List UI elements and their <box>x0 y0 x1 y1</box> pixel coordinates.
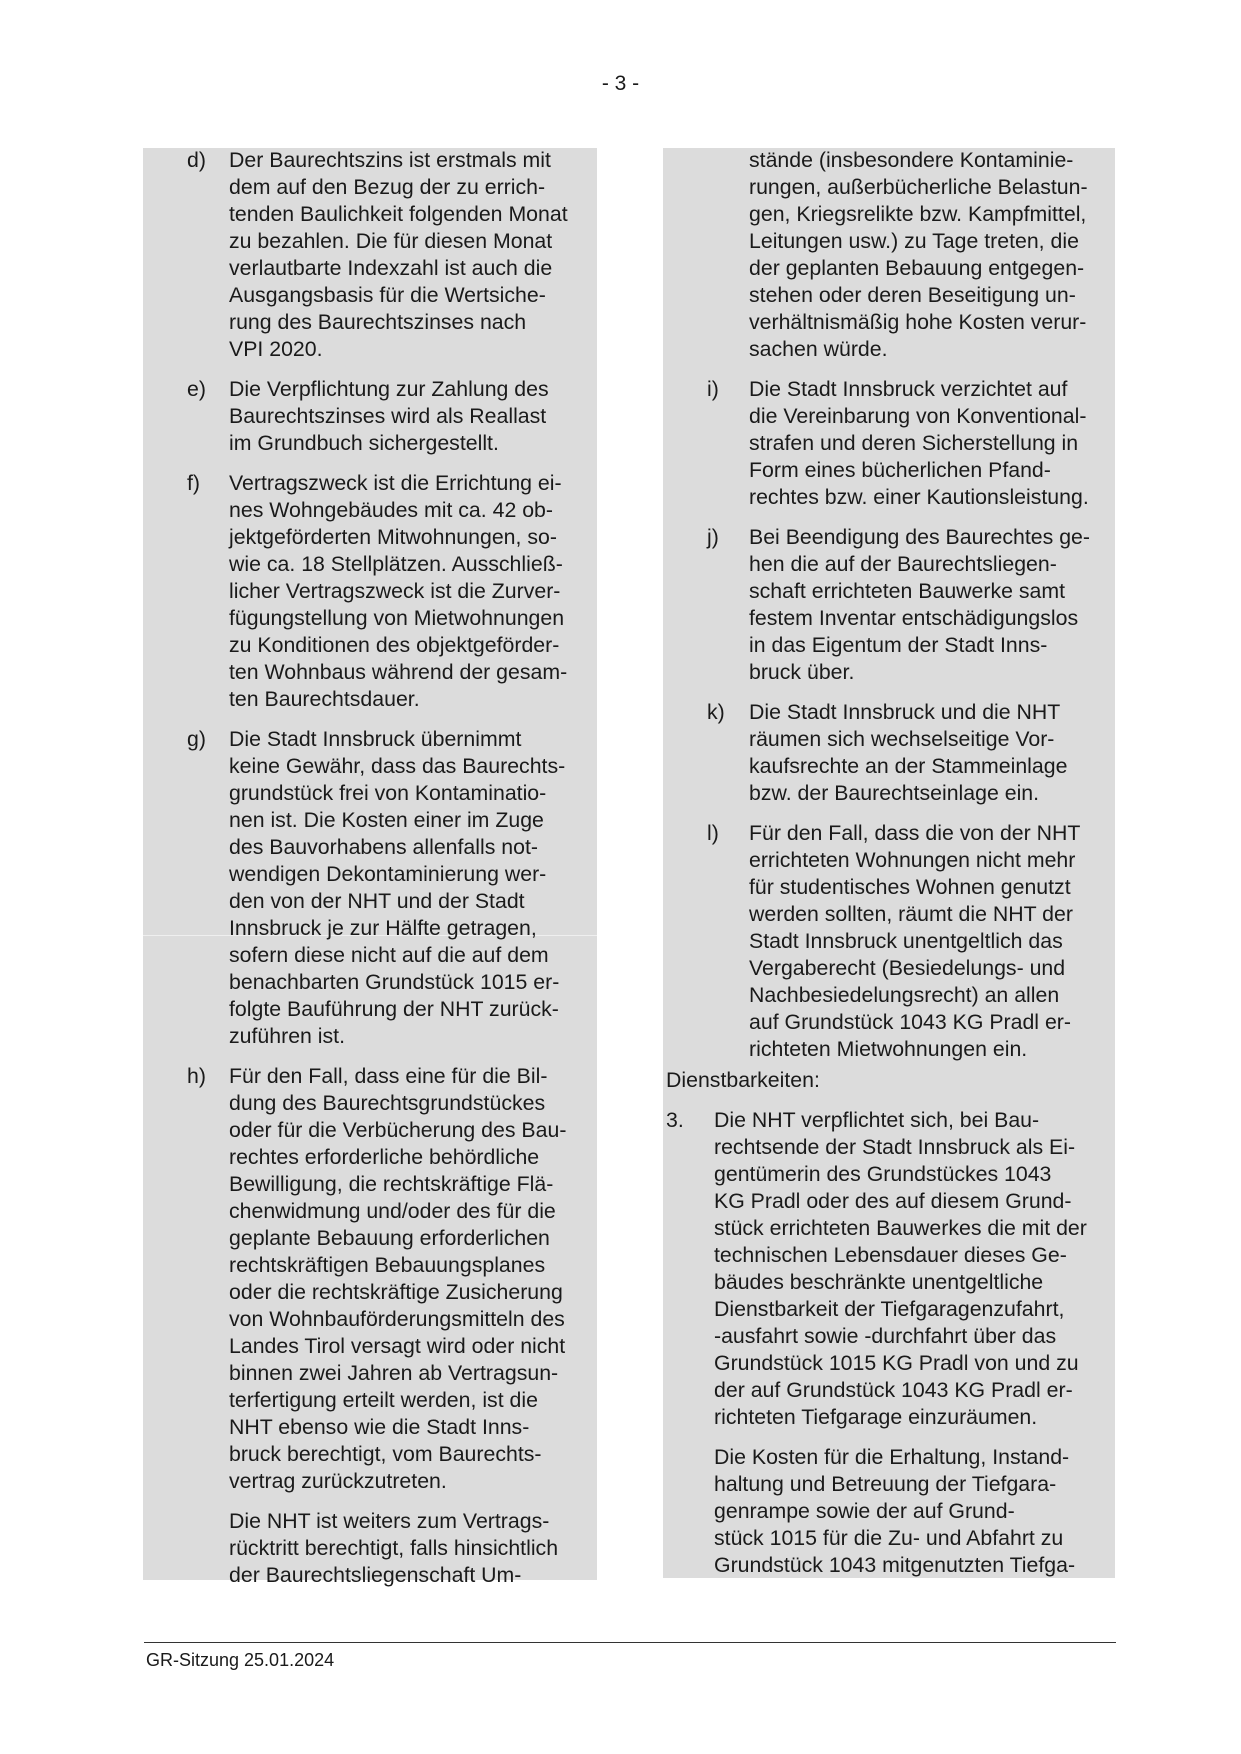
left-item-line: terfertigung erteilt werden, ist die <box>229 1388 538 1412</box>
right-item-label: l) <box>707 821 719 845</box>
left-item-line: zu bezahlen. Die für diesen Monat <box>229 229 553 253</box>
left-item-line: rücktritt berechtigt, falls hinsichtlich <box>229 1536 559 1560</box>
right-item-label: k) <box>707 700 725 724</box>
left-item-line: Die NHT ist weiters zum Vertrags- <box>229 1509 550 1533</box>
left-item-line: rechtskräftigen Bebauungsplanes <box>229 1253 546 1277</box>
left-item-line: licher Vertragszweck ist die Zurver- <box>229 579 561 603</box>
left-item-line: Die Stadt Innsbruck übernimmt <box>229 727 522 751</box>
left-item-line: sofern diese nicht auf die auf dem <box>229 943 549 967</box>
left-item-line: von Wohnbauförderungsmitteln des <box>229 1307 565 1331</box>
right-item-line: der geplanten Bebauung entgegen- <box>749 256 1085 280</box>
left-item-line: rung des Baurechtszinses nach <box>229 310 527 334</box>
left-item-line: zu Konditionen des objektgeförder- <box>229 633 560 657</box>
right-item-line: verhältnismäßig hohe Kosten verur- <box>749 310 1087 334</box>
item-3-cont-line: genrampe sowie der auf Grund- <box>714 1499 1015 1523</box>
left-item-line: dung des Baurechtsgrundstückes <box>229 1091 546 1115</box>
left-item-label: d) <box>187 148 206 172</box>
right-item-line: hen die auf der Baurechtsliegen- <box>749 552 1057 576</box>
footer-text: GR-Sitzung 25.01.2024 <box>146 1650 335 1670</box>
left-item-line: grundstück frei von Kontaminatio- <box>229 781 547 805</box>
item-3-cont-line: haltung und Betreuung der Tiefgara- <box>714 1472 1057 1496</box>
left-item-line: verlautbarte Indexzahl ist auch die <box>229 256 553 280</box>
right-item-line: errichteten Wohnungen nicht mehr <box>749 848 1076 872</box>
left-item-line: Vertragszweck ist die Errichtung ei- <box>229 471 562 495</box>
left-item-line: dem auf den Bezug der zu errich- <box>229 175 546 199</box>
left-item-line: Landes Tirol versagt wird oder nicht <box>229 1334 566 1358</box>
left-item-line: oder für die Verbücherung des Bau- <box>229 1118 567 1142</box>
item-3-line: Dienstbarkeit der Tiefgaragenzufahrt, <box>714 1297 1065 1321</box>
right-item-line: schaft errichteten Bauwerke samt <box>749 579 1066 603</box>
item-3-cont-line: stück 1015 für die Zu- und Abfahrt zu <box>714 1526 1064 1550</box>
left-item-line: der Baurechtsliegenschaft Um- <box>229 1563 522 1587</box>
item-3-line: Die NHT verpflichtet sich, bei Bau- <box>714 1108 1040 1132</box>
left-item-line: chenwidmung und/oder des für die <box>229 1199 556 1223</box>
item-3-line: technischen Lebensdauer dieses Ge- <box>714 1243 1067 1267</box>
left-item-label: g) <box>187 727 206 751</box>
item-3-line: Grundstück 1015 KG Pradl von und zu <box>714 1351 1079 1375</box>
right-item-line: gen, Kriegsrelikte bzw. Kampfmittel, <box>749 202 1087 226</box>
right-item-label: j) <box>707 525 719 549</box>
right-item-line: Die Stadt Innsbruck verzichtet auf <box>749 377 1068 401</box>
right-item-line: Stadt Innsbruck unentgeltlich das <box>749 929 1063 953</box>
right-item-line: festem Inventar entschädigungslos <box>749 606 1079 630</box>
left-item-line: NHT ebenso wie die Stadt Inns- <box>229 1415 530 1439</box>
right-item-line: Vergaberecht (Besiedelungs- und <box>749 956 1066 980</box>
item-3-line: bäudes beschränkte unentgeltliche <box>714 1270 1044 1294</box>
left-item-line: den von der NHT und der Stadt <box>229 889 525 913</box>
left-item-line: binnen zwei Jahren ab Vertragsun- <box>229 1361 559 1385</box>
right-item-line: Für den Fall, dass die von der NHT <box>749 821 1081 845</box>
right-item-label: i) <box>707 377 719 401</box>
item-3-cont-line: Die Kosten für die Erhaltung, Instand- <box>714 1445 1070 1469</box>
right-item-line: in das Eigentum der Stadt Inns- <box>749 633 1048 657</box>
left-item-line: VPI 2020. <box>229 337 323 361</box>
left-item-line: ten Baurechtsdauer. <box>229 687 420 711</box>
left-item-line: im Grundbuch sichergestellt. <box>229 431 499 455</box>
right-item-line: rechtes bzw. einer Kautionsleistung. <box>749 485 1089 509</box>
item-3-label: 3. <box>666 1108 684 1132</box>
item-3-line: gentümerin des Grundstückes 1043 <box>714 1162 1052 1186</box>
right-item-line: für studentisches Wohnen genutzt <box>749 875 1071 899</box>
left-item-line: nen ist. Die Kosten einer im Zuge <box>229 808 544 832</box>
right-item-line: werden sollten, räumt die NHT der <box>749 902 1073 926</box>
right-item-line: räumen sich wechselseitige Vor- <box>749 727 1055 751</box>
item-3-cont-line: Grundstück 1043 mitgenutzten Tiefga- <box>714 1553 1076 1577</box>
left-item-label: f) <box>187 471 201 495</box>
right-item-line: Leitungen usw.) zu Tage treten, die <box>749 229 1079 253</box>
section-heading: Dienstbarkeiten: <box>666 1068 820 1092</box>
right-item-line: rungen, außerbücherliche Belastun- <box>749 175 1088 199</box>
left-item-line: vertrag zurückzutreten. <box>229 1469 447 1493</box>
right-item-line: Form eines bücherlichen Pfand- <box>749 458 1051 482</box>
right-item-line: Die Stadt Innsbruck und die NHT <box>749 700 1061 724</box>
left-item-line: bruck berechtigt, vom Baurechts- <box>229 1442 542 1466</box>
left-item-line: benachbarten Grundstück 1015 er- <box>229 970 560 994</box>
right-item-line: stände (insbesondere Kontaminie- <box>749 148 1074 172</box>
item-3-line: -ausfahrt sowie -durchfahrt über das <box>714 1324 1057 1348</box>
left-item-line: des Bauvorhabens allenfalls not- <box>229 835 539 859</box>
page-number: - 3 - <box>601 72 640 95</box>
item-3-line: rechtsende der Stadt Innsbruck als Ei- <box>714 1135 1076 1159</box>
right-item-line: Bei Beendigung des Baurechtes ge- <box>749 525 1090 549</box>
right-item-line: kaufsrechte an der Stammeinlage <box>749 754 1068 778</box>
left-item-line: Der Baurechtszins ist erstmals mit <box>229 148 551 172</box>
left-item-line: ten Wohnbaus während der gesam- <box>229 660 568 684</box>
right-item-line: stehen oder deren Beseitigung un- <box>749 283 1076 307</box>
left-item-line: tenden Baulichkeit folgenden Monat <box>229 202 568 226</box>
left-item-line: Baurechtszinses wird als Reallast <box>229 404 547 428</box>
item-3-line: stück errichteten Bauwerkes die mit der <box>714 1216 1087 1240</box>
left-item-line: zuführen ist. <box>229 1024 346 1048</box>
right-item-line: strafen und deren Sicherstellung in <box>749 431 1079 455</box>
left-item-line: folgte Bauführung der NHT zurück- <box>229 997 559 1021</box>
left-item-line: Ausgangsbasis für die Wertsiche- <box>229 283 546 307</box>
left-item-line: nes Wohngebäudes mit ca. 42 ob- <box>229 498 553 522</box>
left-item-line: Für den Fall, dass eine für die Bil- <box>229 1064 548 1088</box>
left-item-line: fügungstellung von Mietwohnungen <box>229 606 565 630</box>
left-item-line: Innsbruck je zur Hälfte getragen, <box>229 916 537 940</box>
left-item-line: keine Gewähr, dass das Baurechts- <box>229 754 566 778</box>
item-3-line: KG Pradl oder des auf diesem Grund- <box>714 1189 1072 1213</box>
left-item-line: wie ca. 18 Stellplätzen. Ausschließ- <box>229 552 563 576</box>
item-3-line: richteten Tiefgarage einzuräumen. <box>714 1405 1038 1429</box>
right-item-line: richteten Mietwohnungen ein. <box>749 1037 1028 1061</box>
footer-rule <box>144 1642 1116 1643</box>
left-item-line: rechtes erforderliche behördliche <box>229 1145 540 1169</box>
right-item-line: die Vereinbarung von Konventional- <box>749 404 1087 428</box>
left-item-line: Bewilligung, die rechtskräftige Flä- <box>229 1172 554 1196</box>
left-item-line: Die Verpflichtung zur Zahlung des <box>229 377 549 401</box>
right-item-line: bruck über. <box>749 660 855 684</box>
left-item-line: jektgeförderten Mitwohnungen, so- <box>229 525 557 549</box>
left-item-label: e) <box>187 377 206 401</box>
right-item-line: bzw. der Baurechtseinlage ein. <box>749 781 1040 805</box>
item-3-line: der auf Grundstück 1043 KG Pradl er- <box>714 1378 1073 1402</box>
left-item-line: wendigen Dekontaminierung wer- <box>229 862 547 886</box>
left-item-label: h) <box>187 1064 206 1088</box>
left-item-line: oder die rechtskräftige Zusicherung <box>229 1280 563 1304</box>
right-item-line: auf Grundstück 1043 KG Pradl er- <box>749 1010 1071 1034</box>
right-item-line: sachen würde. <box>749 337 888 361</box>
right-item-line: Nachbesiedelungsrecht) an allen <box>749 983 1060 1007</box>
left-item-line: geplante Bebauung erforderlichen <box>229 1226 550 1250</box>
